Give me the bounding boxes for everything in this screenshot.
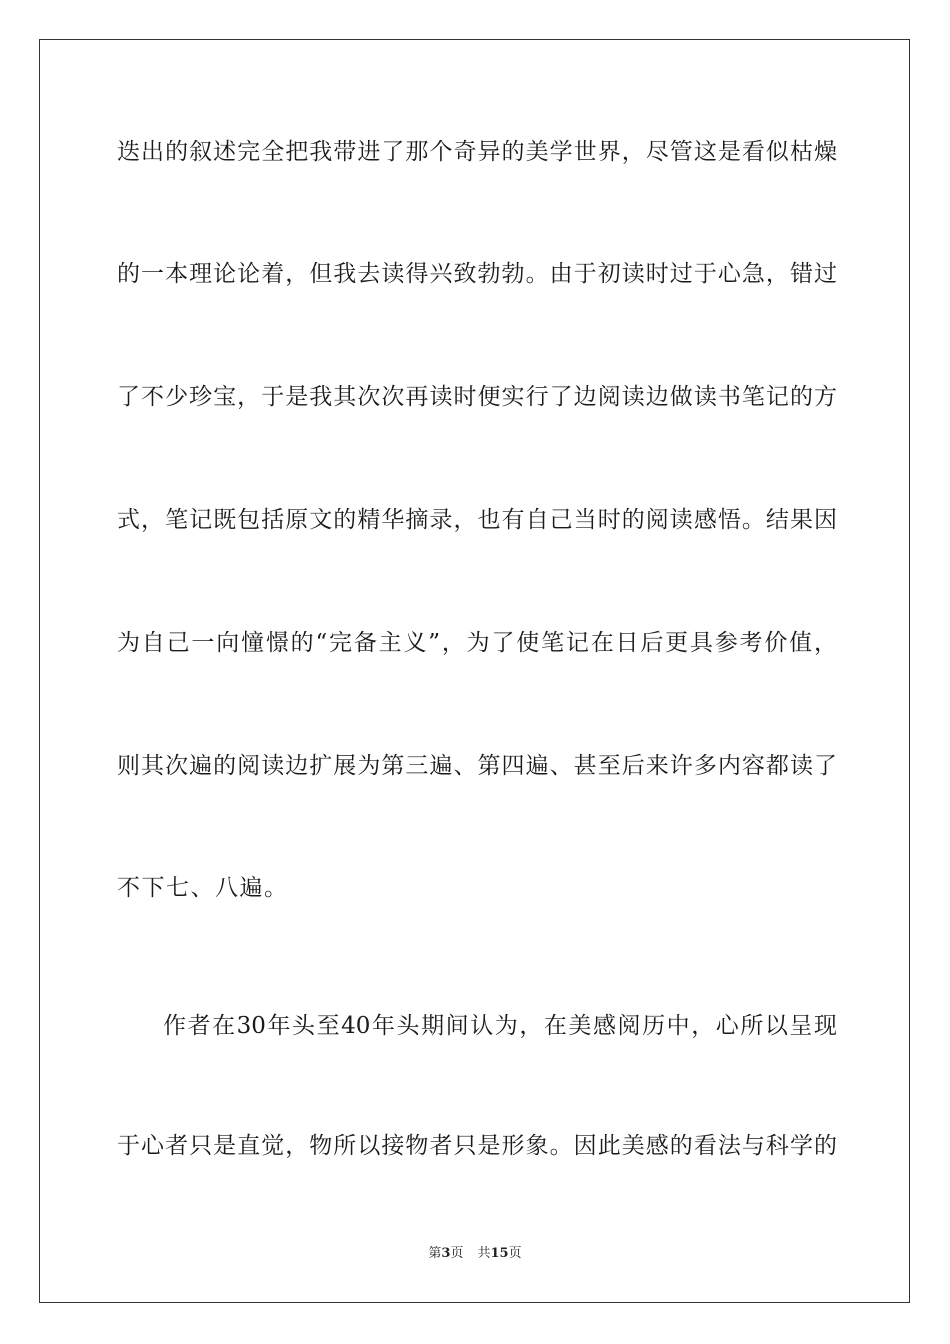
footer-page-unit: 页 [450, 1246, 464, 1261]
paragraph-line-2: 的一本理论论着，但我去读得兴致勃勃。由于初读时过于心急，错过 [117, 261, 837, 287]
footer-page-prefix: 第 [428, 1246, 442, 1261]
paragraph-line-4: 式，笔记既包括原文的精华摘录，也有自己当时的阅读感悟。结果因 [117, 507, 837, 533]
paragraph-line-5: 为自己一向憧憬的“完备主义”，为了使笔记在日后更具参考价值， [117, 630, 837, 656]
paragraph-line-8: 作者在30年头至40年头期间认为，在美感阅历中，心所以呈现 [163, 1013, 837, 1039]
paragraph-line-9: 于心者只是直觉，物所以接物者只是形象。因此美感的看法与科学的 [117, 1133, 837, 1159]
page-frame [39, 39, 910, 1303]
footer-total-unit: 页 [508, 1246, 522, 1261]
paragraph-line-1: 迭出的叙述完全把我带进了那个奇异的美学世界，尽管这是看似枯燥 [117, 139, 837, 165]
paragraph-line-7: 不下七、八遍。 [117, 875, 289, 901]
footer-page-total: 15 [490, 1246, 509, 1261]
paragraph-line-3: 了不少珍宝，于是我其次次再读时便实行了边阅读边做读书笔记的方 [117, 384, 837, 410]
footer-page-current: 3 [441, 1246, 451, 1261]
page-footer [0, 1245, 950, 1263]
paragraph-line-6: 则其次遍的阅读边扩展为第三遍、第四遍、甚至后来许多内容都读了 [117, 753, 837, 779]
footer-total-prefix: 共 [477, 1246, 491, 1261]
